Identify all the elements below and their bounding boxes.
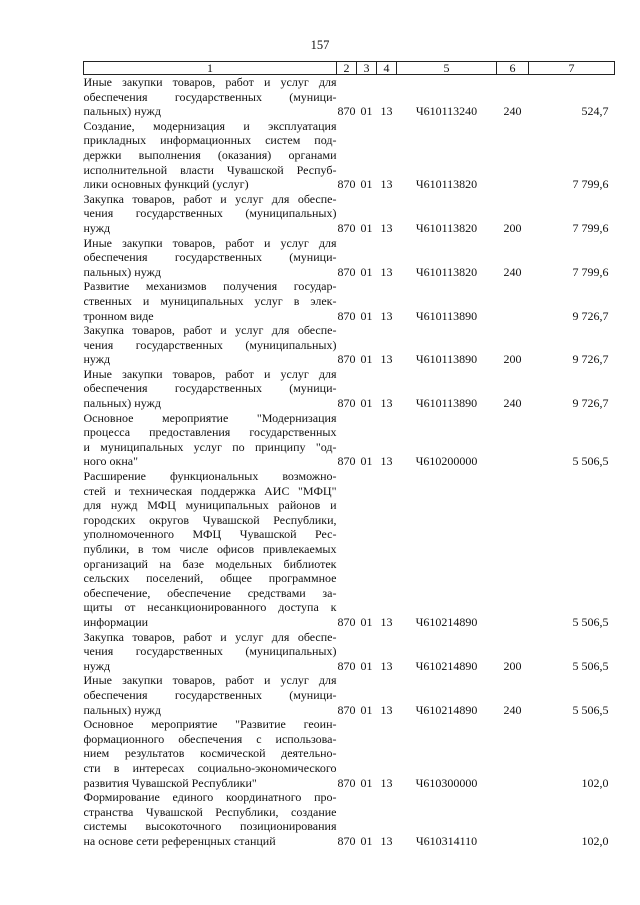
row-description [84,673,337,717]
description-line: Создание, модернизация и эксплуатация [83,118,337,133]
description-line: обеспечения государственных (муници- [83,89,337,104]
amount: 5 506,5 [572,454,609,469]
description-line: Иные закупки товаров, работ и услуг для [83,75,337,89]
description-line: Основное мероприятие "Модернизация [83,410,337,425]
target-article-code: Ч610113890 [415,396,478,411]
description-line: нужд [83,352,111,367]
description-line: ственных и муниципальных услуг в элек- [83,293,337,308]
subsection-code: 13 [380,702,393,717]
ministry-code: 870 [337,308,356,323]
description-line: Иные закупки товаров, работ и услуг для [83,673,337,688]
section-code: 01 [360,833,373,848]
column-header-4: 4 [377,62,397,75]
row-description [84,323,337,367]
description-line: сельских поселений, общее программное [83,571,337,586]
section-code: 01 [360,308,373,323]
ministry-code: 870 [337,454,356,469]
target-article-code: Ч610113890 [415,308,478,323]
description-line: чения государственных (муниципальных) [83,206,337,221]
row-description [84,411,337,469]
ministry-code: 870 [337,702,356,717]
section-code: 01 [360,658,373,673]
section-code: 01 [360,702,373,717]
expense-type-code [497,119,529,192]
description-line: пальных) нужд [83,264,161,279]
section-code: 01 [360,104,373,119]
table-row [84,367,615,411]
description-line: лики основных функций (услуг) [83,177,249,192]
description-line: Закупка товаров, работ и услуг для обеспе- [83,629,337,644]
target-article-code: Ч610314110 [415,833,478,848]
ministry-code: 870 [337,177,356,192]
description-line: Основное мероприятие "Развитие геоин- [83,717,337,732]
description-line: Закупка товаров, работ и услуг для обеспе- [83,323,337,338]
amount: 5 506,5 [572,702,609,717]
description-line: стей и техническая поддержка АИС "МФЦ" [83,483,337,498]
row-description [84,119,337,192]
amount: 102,0 [581,775,609,790]
description-line: исполнительной власти Чувашской Респуб- [83,162,337,177]
description-line: обеспечения государственных (муници- [83,687,337,702]
ministry-code: 870 [337,658,356,673]
target-article-code: Ч610214890 [415,702,478,717]
section-code: 01 [360,454,373,469]
table-body [84,75,615,849]
description-line: городских округов Чувашской Республики, [83,512,337,527]
column-header-1: 1 [84,62,337,75]
target-article-code: Ч610200000 [415,454,478,469]
target-article-code: Ч610214890 [415,658,478,673]
section-code: 01 [360,352,373,367]
description-line: Закупка товаров, работ и услуг для обеспе- [83,191,337,206]
expense-type-code [497,279,529,323]
target-article-code: Ч610113820 [415,264,478,279]
description-line: организаций на базе модельных библиотек [83,556,337,571]
column-header-3: 3 [357,62,377,75]
row-description [84,790,337,848]
description-line: Расширение функциональных возможно- [83,469,337,484]
description-line: нием результатов космической деятельно- [83,746,337,761]
table-row [84,119,615,192]
section-code: 01 [360,177,373,192]
description-line: формационного обеспечения с использова- [83,731,337,746]
subsection-code: 13 [380,308,393,323]
description-line: информации [83,614,149,629]
table-row [84,630,615,674]
amount: 7 799,6 [572,220,609,235]
amount: 9 726,7 [572,396,609,411]
table-row [84,279,615,323]
expense-type-code: 240 [503,264,522,279]
description-line: и муниципальных услуг по принципу "од- [83,439,337,454]
subsection-code: 13 [380,396,393,411]
description-line: пальных) нужд [83,104,161,119]
section-code: 01 [360,264,373,279]
description-line: нужд [83,220,111,235]
subsection-code: 13 [380,658,393,673]
subsection-code: 13 [380,220,393,235]
expense-type-code: 240 [503,702,522,717]
description-line: пальных) нужд [83,396,161,411]
expense-type-code: 200 [503,658,522,673]
target-article-code: Ч610113890 [415,352,478,367]
expense-type-code: 200 [503,352,522,367]
row-description [84,75,337,119]
amount: 5 506,5 [572,614,609,629]
description-line: нужд [83,658,111,673]
description-line: процесса предоставления государственных [83,425,337,440]
section-code: 01 [360,614,373,629]
description-line: Формирование единого координатного про- [83,790,337,805]
subsection-code: 13 [380,104,393,119]
ministry-code: 870 [337,352,356,367]
description-line: системы высокоточного позиционирования [83,819,337,834]
section-code: 01 [360,775,373,790]
description-line: обеспечение, обеспечение средствами за- [83,585,337,600]
column-header-5: 5 [397,62,497,75]
description-line: на основе сети референцных станций [83,833,276,848]
description-line: обеспечения государственных (муници- [83,250,337,265]
amount: 524,7 [581,104,609,119]
table-row [84,75,615,119]
subsection-code: 13 [380,833,393,848]
amount: 9 726,7 [572,308,609,323]
table-row [84,192,615,236]
ministry-code: 870 [337,833,356,848]
description-line: прикладных информационных систем под- [83,133,337,148]
table-row [84,236,615,280]
amount: 5 506,5 [572,658,609,673]
ministry-code: 870 [337,775,356,790]
expense-type-code: 240 [503,104,522,119]
table-row [84,673,615,717]
ministry-code: 870 [337,104,356,119]
description-line: обеспечения государственных (муници- [83,381,337,396]
table-header-row [84,62,615,75]
subsection-code: 13 [380,177,393,192]
description-line: Иные закупки товаров, работ и услуг для [83,366,337,381]
row-description [84,630,337,674]
target-article-code: Ч610214890 [415,614,478,629]
description-line: тронном виде [83,308,154,323]
ministry-code: 870 [337,396,356,411]
description-line: странства Чувашской Республики, создание [83,804,337,819]
ministry-code: 870 [337,220,356,235]
description-line: чения государственных (муниципальных) [83,337,337,352]
section-code: 01 [360,220,373,235]
column-header-7: 7 [529,62,615,75]
row-description [84,367,337,411]
description-line: чения государственных (муниципальных) [83,644,337,659]
expense-type-code: 240 [503,396,522,411]
ministry-code: 870 [337,264,356,279]
row-description [84,469,337,630]
budget-table [83,61,615,848]
subsection-code: 13 [380,614,393,629]
description-line: держки выполнения (оказания) органами [83,147,337,162]
target-article-code: Ч610113820 [415,177,478,192]
row-description [84,717,337,790]
description-line: публики, в том числе офисов привлекаемых [83,542,337,556]
subsection-code: 13 [380,352,393,367]
target-article-code: Ч610113240 [415,104,478,119]
amount: 7 799,6 [572,264,609,279]
description-line: развития Чувашской Республики" [83,775,257,790]
description-line: Развитие механизмов получения государ- [83,279,337,294]
expense-type-code [497,469,529,630]
expense-type-code [497,411,529,469]
description-line: уполномоченного МФЦ Чувашской Рес- [83,527,337,542]
expense-type-code [497,717,529,790]
table-row [84,411,615,469]
subsection-code: 13 [380,454,393,469]
description-line: для нужд МФЦ муниципальных районов и [83,498,337,513]
amount: 9 726,7 [572,352,609,367]
table-row [84,790,615,848]
subsection-code: 13 [380,264,393,279]
expense-type-code: 200 [503,220,522,235]
target-article-code: Ч610300000 [415,775,478,790]
target-article-code: Ч610113820 [415,220,478,235]
table-row [84,469,615,630]
ministry-code: 870 [337,614,356,629]
row-description [84,192,337,236]
section-code: 01 [360,396,373,411]
description-line: щиты от несанкционированного доступа к [83,600,337,615]
column-header-6: 6 [497,62,529,75]
page-number: 157 [310,38,330,52]
row-description [84,236,337,280]
row-description [84,279,337,323]
description-line: пальных) нужд [83,702,161,717]
table-row [84,323,615,367]
column-header-2: 2 [337,62,357,75]
description-line: Иные закупки товаров, работ и услуг для [83,235,337,250]
expense-type-code [497,790,529,848]
amount: 7 799,6 [572,177,609,192]
table-row [84,717,615,790]
amount: 102,0 [581,833,609,848]
description-line: ного окна" [83,454,139,469]
subsection-code: 13 [380,775,393,790]
description-line: сти в интересах социально-экономического [83,760,337,775]
